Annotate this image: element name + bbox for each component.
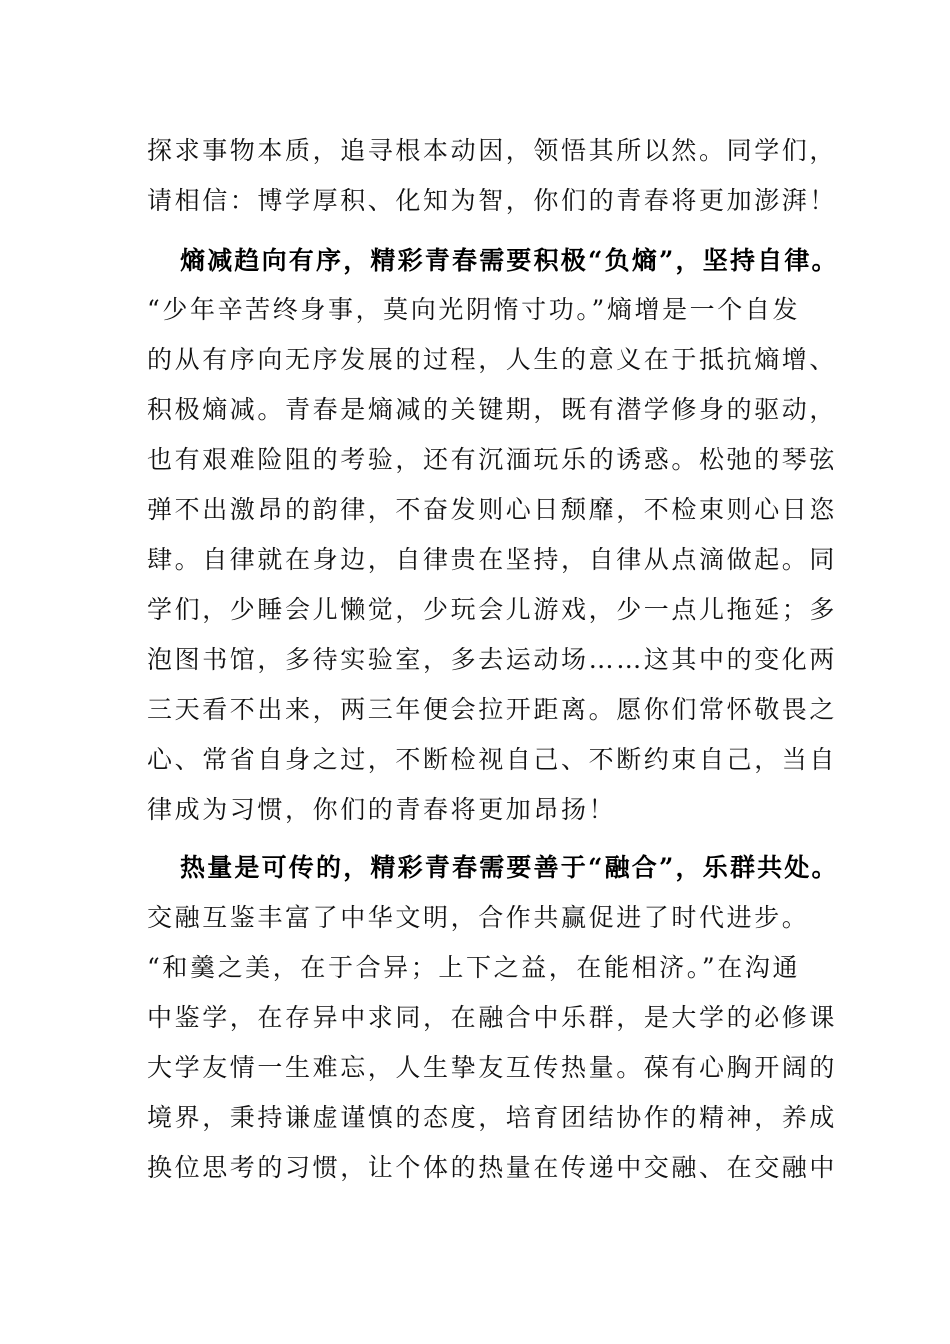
paragraph-line: 律成为习惯，你们的青春将更加昂扬！ [147, 795, 617, 824]
section-heading: 热量是可传的，精彩青春需要善于“融合”，乐群共处。 [180, 853, 839, 882]
section-heading: 熵减趋向有序，精彩青春需要积极“负熵”，坚持自律。 [180, 246, 839, 275]
paragraph-line: 心、常省自身之过，不断检视自己、不断约束自己，当自 [147, 745, 838, 774]
paragraph-line: 学们，少睡会儿懒觉，少玩会儿游戏，少一点儿拖延；多 [147, 595, 838, 624]
paragraph-line: “少年辛苦终身事，莫向光阴惰寸功。”熵增是一个自发 [147, 295, 801, 324]
paragraph-line: 积极熵减。青春是熵减的关键期，既有潜学修身的驱动， [147, 395, 838, 424]
paragraph-line: 交融互鉴丰富了中华文明，合作共赢促进了时代进步。 [147, 903, 810, 932]
paragraph-line: 三天看不出来，两三年便会拉开距离。愿你们常怀敬畏之 [147, 695, 838, 724]
paragraph-line: 的从有序向无序发展的过程，人生的意义在于抵抗熵增、 [147, 345, 838, 374]
paragraph-line: 探求事物本质，追寻根本动因，领悟其所以然。同学们， [147, 136, 838, 165]
paragraph-line: 也有艰难险阻的考验，还有沉湎玩乐的诱惑。松弛的琴弦 [147, 445, 838, 474]
paragraph-line: “和羹之美，在于合异；上下之益，在能相济。”在沟通 [147, 953, 801, 982]
paragraph-line: 中鉴学，在存异中求同，在融合中乐群，是大学的必修课 [147, 1003, 838, 1032]
paragraph-line: 弹不出激昂的韵律，不奋发则心日颓靡，不检束则心日恣 [147, 495, 838, 524]
paragraph-line: 换位思考的习惯，让个体的热量在传递中交融、在交融中 [147, 1153, 838, 1182]
paragraph-line: 境界，秉持谦虚谨慎的态度，培育团结协作的精神，养成 [147, 1103, 838, 1132]
paragraph-line: 大学友情一生难忘，人生挚友互传热量。葆有心胸开阔的 [147, 1053, 838, 1082]
paragraph-line: 肆。自律就在身边，自律贵在坚持，自律从点滴做起。同 [147, 545, 838, 574]
paragraph-line: 请相信：博学厚积、化知为智，你们的青春将更加澎湃！ [147, 186, 838, 215]
paragraph-line: 泡图书馆，多待实验室，多去运动场……这其中的变化两 [147, 645, 838, 674]
